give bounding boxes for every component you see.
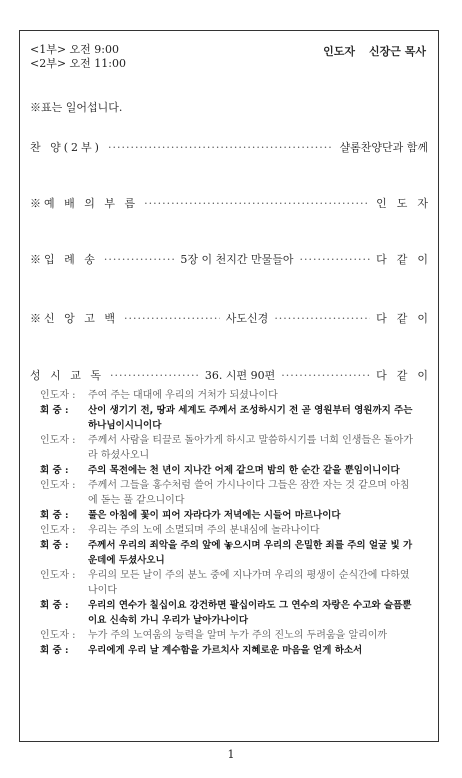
dot-leader bbox=[104, 253, 175, 266]
presider bbox=[323, 43, 426, 59]
reading-text: 주께서 그들을 홍수처럼 쓸어 가시나이다 그들은 잠깐 자는 것 같으며 아침에 돋는 풀 같으니이다 bbox=[88, 480, 410, 506]
speaker: 인도자 : bbox=[40, 480, 76, 491]
reading-text: 누가 주의 노여움의 능력을 알며 누가 주의 진노의 두려움을 알리이까 bbox=[88, 630, 388, 641]
reading-line-congregation bbox=[40, 538, 418, 568]
order-middle: 5장 이 천지간 만물들아 bbox=[180, 253, 294, 266]
order-item-call-to-worship bbox=[30, 195, 438, 211]
order-item-praise bbox=[30, 139, 428, 155]
order-right: 다같이 bbox=[376, 312, 438, 325]
reading-text: 주여 주는 대대에 우리의 거처가 되셨나이다 bbox=[88, 390, 278, 401]
reading-text: 우리는 주의 노에 소멸되며 주의 분내심에 놀라나이다 bbox=[88, 525, 320, 536]
speaker: 회 중 : bbox=[40, 600, 69, 611]
service-time-1: <1부> 오전 9:00 bbox=[30, 43, 120, 56]
reading-text: 주께서 사람을 티끌로 돌아가게 하시고 말씀하시기를 너희 인생들은 돌아가라 하셨사오니 bbox=[88, 435, 413, 461]
order-right: 인도자 bbox=[376, 197, 438, 210]
speaker: 회 중 : bbox=[40, 645, 69, 656]
speaker: 인도자 : bbox=[40, 630, 76, 641]
reading-line-leader bbox=[40, 523, 418, 538]
reading-line-congregation bbox=[40, 598, 418, 628]
order-label: 찬 양(2부) bbox=[30, 141, 102, 154]
speaker: 인도자 : bbox=[40, 525, 76, 536]
reading-text: 우리에게 우리 날 계수함을 가르치사 지혜로운 마음을 얻게 하소서 bbox=[88, 645, 363, 656]
order-label: 성 시 교 독 bbox=[30, 369, 104, 382]
dot-leader bbox=[108, 141, 334, 154]
order-middle: 36. 시편 90편 bbox=[204, 369, 276, 382]
dot-leader bbox=[144, 197, 370, 210]
reading-text: 주께서 우리의 죄악을 주의 앞에 놓으시며 우리의 은밀한 죄를 주의 얼굴 빛 가운데에 두셨사오니 bbox=[88, 540, 413, 566]
reading-line-congregation bbox=[40, 403, 418, 433]
speaker: 인도자 : bbox=[40, 570, 76, 581]
order-right: 샬롬찬양단과 함께 bbox=[339, 141, 428, 154]
presider-label: 인도자 bbox=[323, 45, 356, 58]
reading-line-congregation bbox=[40, 508, 418, 523]
speaker: 회 중 : bbox=[40, 405, 69, 416]
dot-leader bbox=[110, 369, 199, 382]
order-label: ※신 앙 고 백 bbox=[30, 312, 118, 325]
dot-leader bbox=[274, 312, 370, 325]
service-times bbox=[30, 43, 126, 71]
dot-leader bbox=[124, 312, 220, 325]
order-middle: 사도신경 bbox=[225, 312, 269, 325]
reading-line-leader bbox=[40, 628, 418, 643]
reading-text: 주의 목전에는 천 년이 지나간 어제 같으며 밤의 한 순간 같을 뿐임이니이다 bbox=[88, 465, 400, 476]
responsive-reading bbox=[40, 388, 418, 658]
speaker: 회 중 : bbox=[40, 465, 69, 476]
page-number: 1 bbox=[227, 748, 235, 761]
bulletin-frame bbox=[19, 30, 439, 742]
presider-name: 신장근 목사 bbox=[369, 45, 426, 58]
speaker: 회 중 : bbox=[40, 540, 69, 551]
order-label: ※입 례 송 bbox=[30, 253, 98, 266]
reading-text: 우리의 연수가 칠십이요 강건하면 팔십이라도 그 연수의 자랑은 수고와 슬픔뿐이요 신속히 가니 우리가 날아가나이다 bbox=[88, 600, 412, 626]
speaker: 인도자 : bbox=[40, 390, 76, 401]
speaker: 회 중 : bbox=[40, 510, 69, 521]
reading-line-leader bbox=[40, 433, 418, 463]
reading-line-leader bbox=[40, 478, 418, 508]
reading-text: 산이 생기기 전, 땅과 세계도 주께서 조성하시기 전 곧 영원부터 영원까지 주는 하나님이시니이다 bbox=[88, 405, 413, 431]
dot-leader bbox=[281, 369, 370, 382]
reading-text: 우리의 모든 날이 주의 분노 중에 지나가며 우리의 평생이 순식간에 다하였나이다 bbox=[88, 570, 410, 596]
order-label: ※예 배 의 부 름 bbox=[30, 197, 139, 210]
order-right: 다같이 bbox=[376, 253, 438, 266]
order-item-confession bbox=[30, 310, 438, 326]
order-item-responsive-reading bbox=[30, 367, 438, 383]
reading-text: 풀은 아침에 꽃이 피어 자라다가 저녁에는 시들어 마르나이다 bbox=[88, 510, 341, 521]
speaker: 인도자 : bbox=[40, 435, 76, 446]
reading-line-congregation bbox=[40, 643, 418, 658]
reading-line-congregation bbox=[40, 463, 418, 478]
service-time-2: <2부> 오전 11:00 bbox=[30, 57, 127, 70]
order-right: 다같이 bbox=[376, 369, 438, 382]
reading-line-leader bbox=[40, 568, 418, 598]
standing-note: ※표는 일어섭니다. bbox=[30, 101, 123, 114]
reading-line-leader bbox=[40, 388, 418, 403]
dot-leader bbox=[300, 253, 371, 266]
order-item-opening-hymn bbox=[30, 251, 438, 267]
